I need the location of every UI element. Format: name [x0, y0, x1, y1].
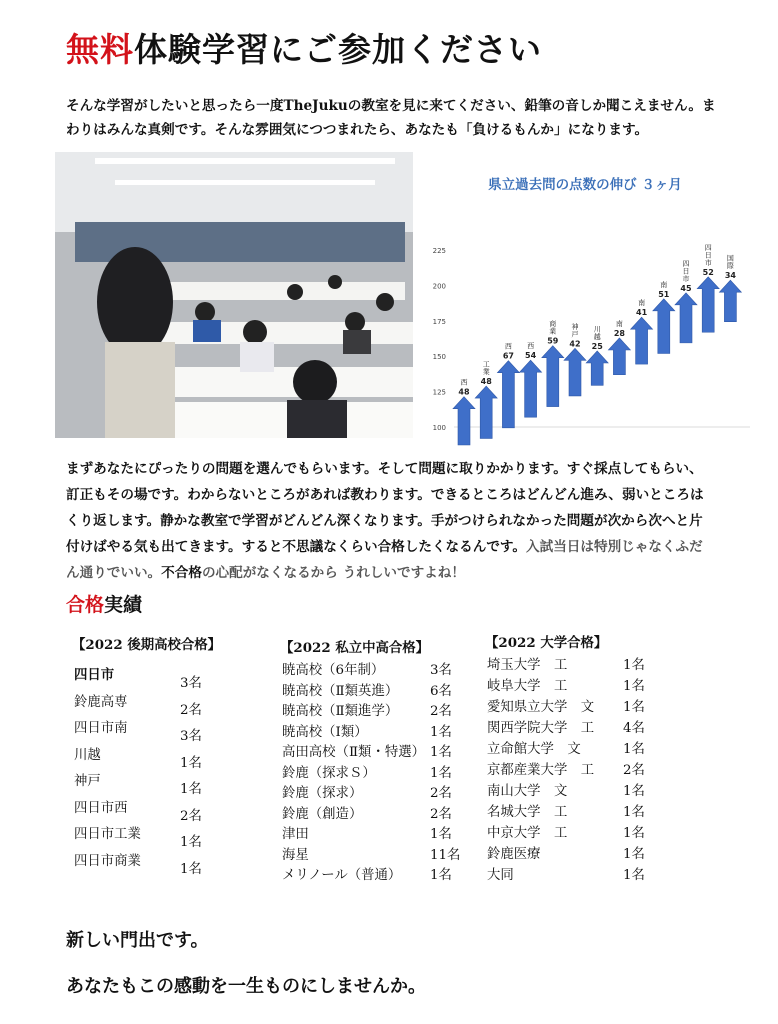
- pass-count: 1名: [623, 700, 645, 715]
- results-heading: 【2022 大学合格】: [485, 635, 608, 651]
- pass-count: 1名: [180, 782, 202, 797]
- closing-line-2: あなたもこの感動を一生ものにしませんか。: [66, 976, 426, 997]
- university-results: [485, 632, 665, 892]
- category-label: 越: [593, 332, 601, 341]
- pass-count: 1名: [623, 679, 645, 694]
- school-name: 四日市: [74, 667, 115, 683]
- school-name: メリノール（普通）: [282, 868, 402, 883]
- pass-count: 2名: [180, 702, 202, 718]
- description-end: の心配がなくなるから うれしいですよね！: [201, 565, 465, 581]
- value-label: 48: [480, 377, 492, 387]
- intro-text: そんな学習がしたいと思ったら一度TheJukuの教室を見に来てください、鉛筆の音しか聞こえません。まわりはみんな真剣です。そんな雰囲気につつまれたら、あなたも「負けるもんか」になります。: [66, 98, 716, 138]
- category-label: 西: [460, 378, 468, 387]
- category-label: 西: [504, 342, 512, 351]
- school-name: 岐阜大学 工: [487, 679, 568, 694]
- category-label: 四: [704, 243, 712, 252]
- category-label: 商: [549, 320, 557, 329]
- value-label: 67: [502, 351, 514, 361]
- pass-count: 1名: [430, 745, 452, 760]
- pass-count: 1名: [430, 827, 452, 842]
- description-text: [66, 456, 716, 586]
- pass-count: 1名: [623, 847, 645, 862]
- pass-count: 1名: [623, 742, 645, 757]
- school-name: 埼玉大学 工: [487, 658, 568, 673]
- chart-bar: [697, 277, 719, 332]
- category-label: 南: [660, 280, 668, 289]
- classroom-photo: [55, 152, 413, 438]
- category-label: 市: [682, 274, 690, 283]
- y-tick-label: 150: [432, 353, 446, 362]
- school-name: 鈴鹿医療: [487, 847, 541, 862]
- chart-bar: [608, 338, 630, 375]
- school-name: 鈴鹿高専: [74, 694, 128, 710]
- school-name: 大同: [487, 868, 514, 883]
- value-label: 48: [458, 387, 470, 397]
- title-main: 体験学習にご参加ください: [134, 30, 542, 69]
- category-label: 戸: [571, 330, 579, 339]
- pass-count: 2名: [430, 786, 452, 801]
- chart-bar: [631, 317, 653, 364]
- category-label: 日: [704, 251, 712, 260]
- category-label: 南: [638, 299, 646, 308]
- chart-title: 県立過去問の点数の伸び ３ヶ月: [488, 177, 682, 193]
- pass-count: 3名: [180, 729, 202, 744]
- school-name: 四日市商業: [74, 853, 141, 869]
- y-tick-label: 175: [432, 317, 446, 326]
- school-name: 愛知県立大学 文: [487, 700, 595, 715]
- school-name: 四日市西: [74, 800, 128, 816]
- category-label: 西: [527, 342, 535, 351]
- school-name: 暁高校（Ⅱ類進学）: [282, 704, 399, 719]
- results-heading: 【2022 後期高校合格】: [72, 637, 222, 653]
- school-name: 南山大学 文: [487, 784, 568, 799]
- pass-count: 2名: [623, 763, 645, 778]
- school-name: 四日市工業: [74, 827, 141, 842]
- category-label: 業: [482, 368, 490, 377]
- pass-count: 11名: [430, 847, 461, 863]
- category-label: 際: [726, 262, 734, 271]
- school-name: 鈴鹿（探求）: [282, 786, 363, 801]
- pass-count: 1名: [623, 868, 645, 883]
- value-label: 59: [547, 336, 559, 346]
- school-name: 川越: [74, 747, 101, 763]
- school-name: 津田: [282, 827, 309, 842]
- school-name: 関西学院大学 工: [487, 721, 595, 736]
- category-label: 工: [482, 360, 490, 369]
- score-chart: [420, 165, 760, 450]
- chart-bar: [719, 280, 741, 321]
- category-label: 神: [571, 322, 579, 331]
- pass-count: 1名: [180, 835, 202, 850]
- school-name: 鈴鹿（創造）: [282, 806, 363, 822]
- school-name: 名城大学 工: [487, 805, 568, 820]
- pass-count: 4名: [623, 721, 645, 736]
- school-name: 暁高校（6年制）: [282, 663, 385, 678]
- pass-count: 1名: [430, 765, 452, 781]
- school-name: 中京大学 工: [487, 826, 568, 841]
- chart-bar: [497, 361, 519, 428]
- title-free: 無料: [66, 30, 134, 69]
- value-label: 45: [680, 283, 692, 293]
- y-tick-label: 125: [432, 388, 446, 397]
- value-label: 41: [636, 308, 648, 318]
- results-heading: 【2022 私立中高合格】: [280, 640, 430, 656]
- category-label: 国: [726, 254, 734, 263]
- chart-bar: [653, 299, 675, 354]
- category-label: 四: [682, 259, 690, 268]
- chart-svg: [420, 165, 760, 450]
- category-label: 川: [593, 325, 601, 334]
- results-title-record: 実績: [104, 594, 143, 616]
- chart-bar: [675, 293, 697, 343]
- pass-count: 1名: [180, 755, 202, 771]
- y-tick-label: 225: [432, 247, 446, 255]
- pass-count: 2名: [430, 806, 452, 822]
- description-fail: 不合格: [161, 565, 202, 581]
- high-school-results: [72, 634, 252, 894]
- category-label: 南: [615, 319, 623, 328]
- chart-bar: [475, 386, 497, 438]
- value-label: 52: [702, 267, 714, 277]
- chart-bar: [564, 348, 586, 396]
- chart-bar: [542, 346, 564, 407]
- pass-count: 6名: [430, 683, 452, 699]
- pass-count: 1名: [180, 861, 202, 877]
- value-label: 42: [569, 339, 581, 349]
- y-tick-label: 100: [432, 424, 446, 432]
- closing-line-1: 新しい門出です。: [66, 930, 209, 951]
- school-name: 海星: [282, 847, 309, 863]
- value-label: 54: [525, 351, 537, 361]
- page-title: [66, 24, 542, 71]
- school-name: 暁高校（Ⅱ類英進）: [282, 683, 399, 699]
- y-tick-label: 200: [432, 282, 446, 291]
- chart-bar: [586, 351, 608, 385]
- value-label: 25: [591, 341, 603, 351]
- school-name: 京都産業大学 工: [487, 763, 595, 778]
- pass-count: 2名: [430, 704, 452, 719]
- results-title: [66, 590, 142, 617]
- pass-count: 3名: [180, 676, 202, 691]
- results-title-pass: 合格: [66, 594, 105, 616]
- category-label: 日: [682, 267, 690, 276]
- school-name: 立命館大学 文: [487, 742, 581, 757]
- school-name: 鈴鹿（探求Ｓ）: [282, 765, 376, 781]
- description-exam-day: 入試当日は特別じゃなくふだん通りでいい。: [66, 539, 703, 581]
- value-label: 28: [613, 328, 625, 338]
- pass-count: 1名: [623, 805, 645, 820]
- school-name: 神戸: [74, 774, 101, 789]
- value-label: 51: [658, 289, 670, 299]
- pass-count: 1名: [623, 784, 645, 799]
- pass-count: 1名: [430, 868, 452, 883]
- value-label: 34: [724, 271, 736, 281]
- school-name: 四日市南: [74, 721, 128, 736]
- pass-count: 3名: [430, 663, 452, 678]
- private-school-results: [280, 637, 480, 897]
- pass-count: 2名: [180, 808, 202, 824]
- category-label: 市: [704, 258, 712, 267]
- school-name: 暁高校（Ⅰ類）: [282, 724, 368, 740]
- school-name: 高田高校（Ⅱ類・特選）: [282, 745, 426, 760]
- chart-bar: [453, 397, 475, 445]
- chart-bar: [520, 360, 542, 417]
- description-main: まずあなたにぴったりの問題を選んでもらいます。そして問題に取りかかります。すぐ採点してもらい、訂正もその場です。わからないところがあれば教わります。できるところはどんどん進み、弱いところはくり返します。静かな教室で学習がどんどん深くなります。手がつけられなかった問題が次から次へと片付けばやる気も出てきます。すると不思議なくらい合格したくなるんです。: [66, 461, 704, 555]
- pass-count: 1名: [623, 826, 645, 841]
- category-label: 業: [549, 327, 557, 336]
- pass-count: 1名: [430, 724, 452, 740]
- classroom-illustration: [55, 152, 413, 438]
- pass-count: 1名: [623, 658, 645, 673]
